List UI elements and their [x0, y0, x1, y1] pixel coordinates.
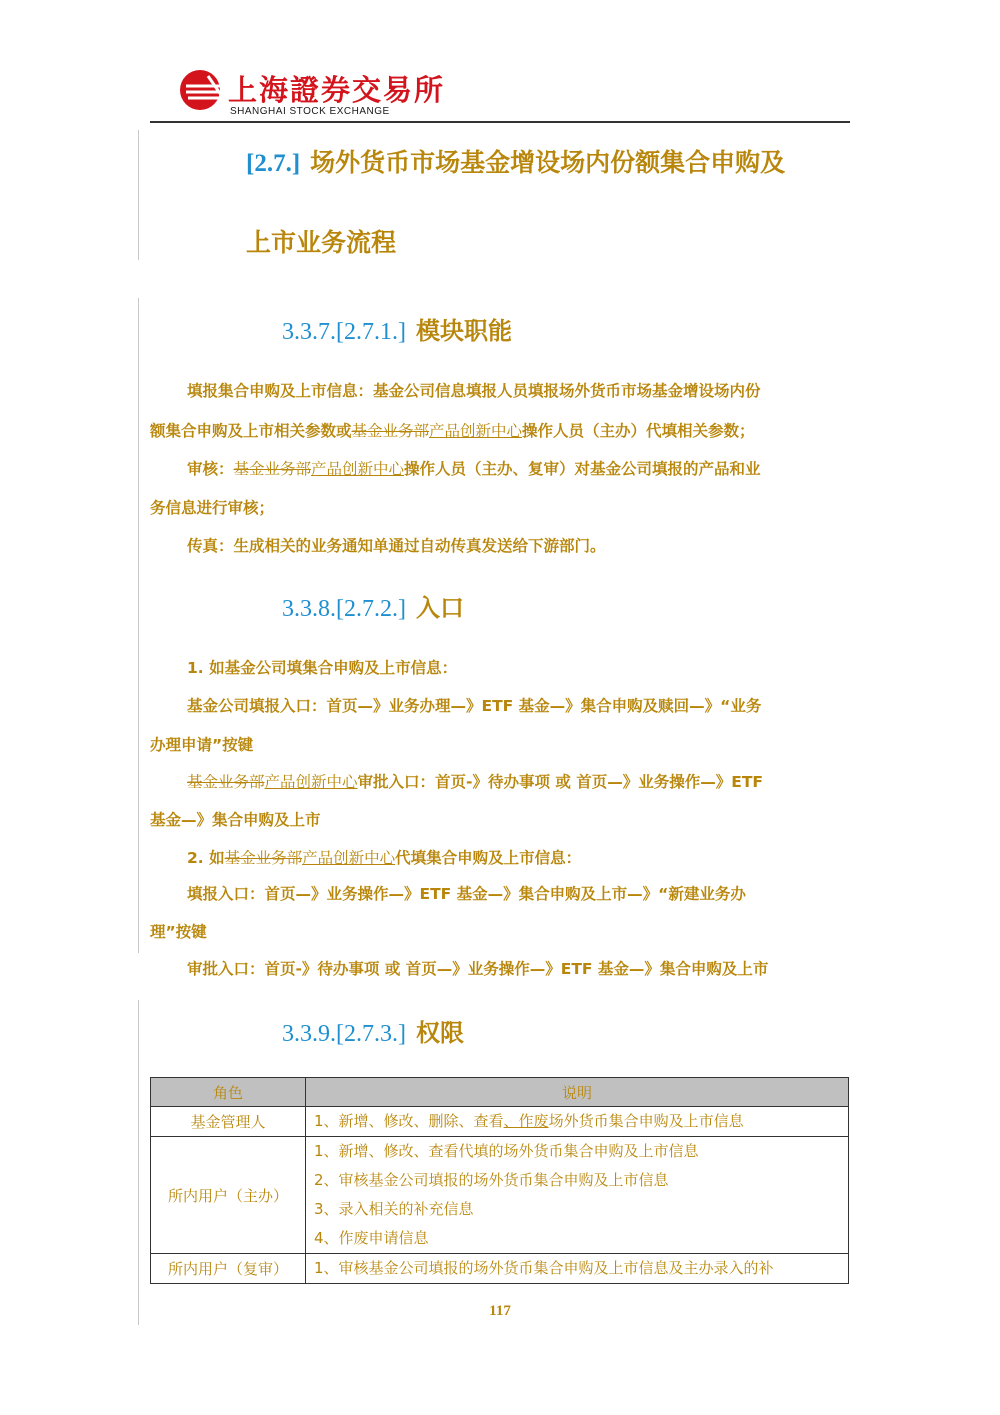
- entry-line-4: [187, 770, 763, 792]
- change-bar: [138, 130, 139, 260]
- text: 场外货币集合申购及上市信息: [548, 1112, 744, 1130]
- text: 1、新增、修改、删除、查看: [314, 1112, 504, 1130]
- inserted-text: 产品创新中心: [302, 849, 396, 867]
- entry-heading: [282, 588, 464, 623]
- module-paragraph-1-cont: [150, 419, 755, 441]
- permission-table: [150, 1077, 849, 1284]
- role-cell: 所内用户（复审）: [151, 1254, 306, 1284]
- change-bar: [138, 1000, 139, 1325]
- perm-number: 3.3.9.[2.7.3.]: [282, 1021, 406, 1047]
- inserted-text: 产品创新中心: [311, 460, 405, 478]
- role-cell: 所内用户（主办）: [151, 1137, 306, 1254]
- entry-line-9: 审批入口：首页-》待办事项 或 首页—》业务操作—》ETF 基金—》集合申购及上市: [187, 960, 769, 978]
- text: 审批入口：首页-》待办事项 或 首页—》业务操作—》ETF: [357, 773, 764, 791]
- col-role-header: 角色: [151, 1078, 306, 1107]
- logo-chinese-name: 上海證券交易所: [228, 73, 446, 107]
- section-number: [2.7.]: [246, 150, 301, 177]
- entry-line-1: 1. 如基金公司填集合申购及上市信息：: [187, 659, 458, 677]
- table-row: [151, 1107, 849, 1137]
- text: 2. 如: [187, 849, 225, 867]
- perm-heading: [282, 1013, 464, 1048]
- module-paragraph-2-cont: 务信息进行审核；: [150, 499, 275, 517]
- section-heading: [246, 143, 785, 179]
- module-heading: [282, 311, 512, 346]
- sse-logo-icon: [178, 66, 230, 114]
- module-paragraph-2: [187, 457, 761, 479]
- col-desc-header: 说明: [306, 1078, 849, 1107]
- entry-line-8: 理”按键: [150, 923, 207, 941]
- inserted-text: 、作废: [503, 1112, 549, 1130]
- entry-line-6: [187, 846, 581, 868]
- entry-number: 3.3.8.[2.7.2.]: [282, 596, 406, 622]
- deleted-text: 基金业务部: [187, 773, 265, 791]
- entry-line-5: 基金—》集合申购及上市: [150, 811, 321, 829]
- text: 操作人员（主办、复审）对基金公司填报的产品和业: [404, 460, 761, 478]
- desc-cell: [306, 1107, 849, 1137]
- inserted-text: 产品创新中心: [429, 422, 523, 440]
- table-header-row: [151, 1078, 849, 1107]
- entry-line-3: 办理申请”按键: [150, 736, 254, 754]
- deleted-text: 基金业务部: [351, 422, 430, 440]
- header-rule: [150, 121, 850, 123]
- deleted-text: 基金业务部: [233, 460, 312, 478]
- module-title: 模块职能: [415, 317, 512, 345]
- entry-line-7: 填报入口：首页—》业务操作—》ETF 基金—》集合申购及上市—》“新建业务办: [187, 885, 746, 903]
- entry-title: 入口: [415, 594, 464, 622]
- desc-line: 3、录入相关的补充信息: [314, 1200, 474, 1218]
- desc-line: 1、审核基金公司填报的场外货币集合申购及上市信息及主办录入的补: [314, 1259, 774, 1277]
- desc-line: 1、新增、修改、查看代填的场外货币集合申购及上市信息: [314, 1142, 699, 1160]
- desc-cell: [306, 1137, 849, 1254]
- text: 代填集合申购及上市信息：: [395, 849, 582, 867]
- desc-cell: [306, 1254, 849, 1284]
- section-title-line1: 场外货币市场基金增设场内份额集合申购及: [310, 148, 786, 177]
- module-paragraph-1: 填报集合申购及上市信息：基金公司信息填报人员填报场外货币市场基金增设场内份: [187, 382, 761, 400]
- module-paragraph-3: 传真：生成相关的业务通知单通过自动传真发送给下游部门。: [187, 537, 606, 555]
- page-number: 117: [489, 1303, 511, 1319]
- module-number: 3.3.7.[2.7.1.]: [282, 319, 406, 345]
- text: 审核：: [187, 460, 234, 478]
- role-cell: 基金管理人: [151, 1107, 306, 1137]
- desc-line: 2、审核基金公司填报的场外货币集合申购及上市信息: [314, 1171, 669, 1189]
- deleted-text: 基金业务部: [224, 849, 303, 867]
- inserted-text: 产品创新中心: [264, 773, 358, 791]
- change-bar: [138, 298, 139, 953]
- table-row: [151, 1254, 849, 1284]
- perm-title: 权限: [415, 1019, 464, 1047]
- logo-english-name: SHANGHAI STOCK EXCHANGE: [230, 106, 390, 117]
- text: 额集合申购及上市相关参数或: [150, 422, 352, 440]
- section-title-line2: 上市业务流程: [246, 228, 397, 257]
- entry-line-2: 基金公司填报入口：首页—》业务办理—》ETF 基金—》集合申购及赎回—》“业务: [187, 697, 762, 715]
- desc-line: 4、作废申请信息: [314, 1229, 429, 1247]
- text: 操作人员（主办）代填相关参数；: [522, 422, 755, 440]
- table-row: [151, 1137, 849, 1254]
